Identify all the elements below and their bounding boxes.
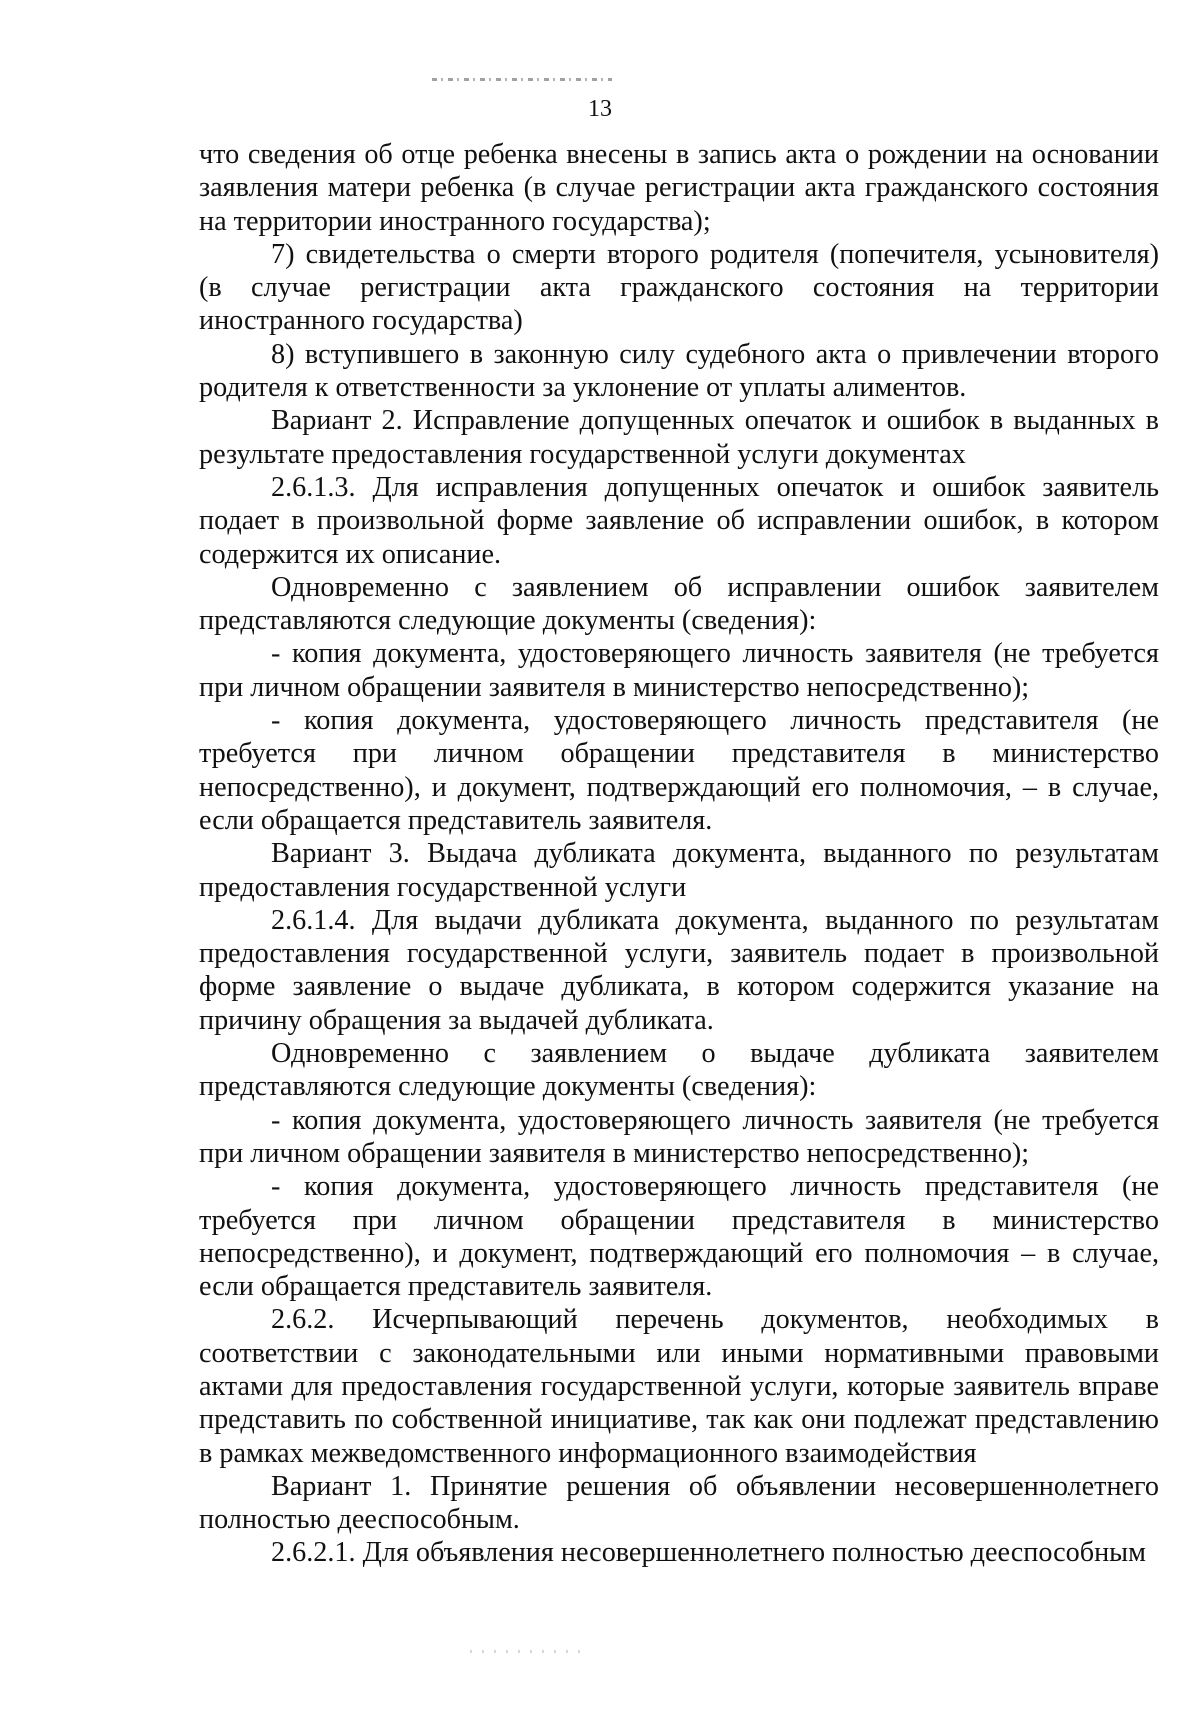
paragraph: 2.6.1.4. Для выдачи дубликата документа, выданного по результатам предоставления государственной услуги, заявитель подает в произвольной форме заявление о выдаче дубликата, в котором содержится указание на причину обращения за выдачей дубликата.	[199, 904, 1159, 1036]
paragraph: 2.6.2.1. Для объявления несовершеннолетнего полностью дееспособным	[271, 1537, 1146, 1569]
paragraph: - копия документа, удостоверяющего личность заявителя (не требуется при личном обращении заявителя в министерство непосредственно);	[199, 638, 1159, 703]
paragraph: - копия документа, удостоверяющего личность представителя (не требуется при личном обращении представителя в министерство непосредственно), и документ, подтверждающий его полномочия, – в случае, если обращается представитель заявителя.	[199, 705, 1159, 836]
scan-artifact	[470, 1650, 590, 1653]
paragraph: 2.6.1.3. Для исправления допущенных опечаток и ошибок заявитель подает в произвольной форме заявление об исправлении ошибок, в котором содержится их описание.	[199, 471, 1159, 570]
paragraph: Вариант 1. Принятие решения об объявлении несовершеннолетнего полностью дееспособным.	[199, 1470, 1159, 1536]
paragraph: 7) свидетельства о смерти второго родителя (попечителя, усыновителя) (в случае регистрации акта гражданского состояния на территории иностранного государства)	[199, 238, 1159, 337]
paragraph: что сведения об отце ребенка внесены в запись акта о рождении на основании заявления матери ребенка (в случае регистрации акта гражданского состояния на территории иностранного государства);	[199, 139, 1159, 237]
paragraph: Вариант 3. Выдача дубликата документа, выданного по результатам предоставления государственной услуги	[199, 838, 1159, 903]
scan-artifact	[432, 78, 612, 81]
paragraph: - копия документа, удостоверяющего личность представителя (не требуется при личном обращении представителя в министерство непосредственно), и документ, подтверждающий его полномочия – в случае, если обращается представитель заявителя.	[199, 1171, 1159, 1303]
document-body	[199, 138, 1159, 1570]
paragraph: - копия документа, удостоверяющего личность заявителя (не требуется при личном обращении заявителя в министерство непосредственно);	[199, 1104, 1159, 1169]
page-number: 13	[588, 96, 612, 122]
paragraph: 8) вступившего в законную силу судебного акта о привлечении второго родителя к ответственности за уклонение от уплаты алиментов.	[199, 338, 1159, 404]
paragraph: Одновременно с заявлением о выдаче дубликата заявителем представляются следующие документы (сведения):	[199, 1038, 1159, 1103]
paragraph: 2.6.2. Исчерпывающий перечень документов, необходимых в соответствии с законодательными или иными нормативными правовыми актами для предоставления государственной услуги, которые заявитель вправе представить по собственной инициативе, так как они подлежат представлению в рамках межведомственного информационного взаимодействия	[199, 1304, 1159, 1469]
paragraph: Вариант 2. Исправление допущенных опечаток и ошибок в выданных в результате предоставления государственной услуги документах	[199, 405, 1159, 470]
paragraph: Одновременно с заявлением об исправлении ошибок заявителем представляются следующие документы (сведения):	[199, 571, 1159, 637]
